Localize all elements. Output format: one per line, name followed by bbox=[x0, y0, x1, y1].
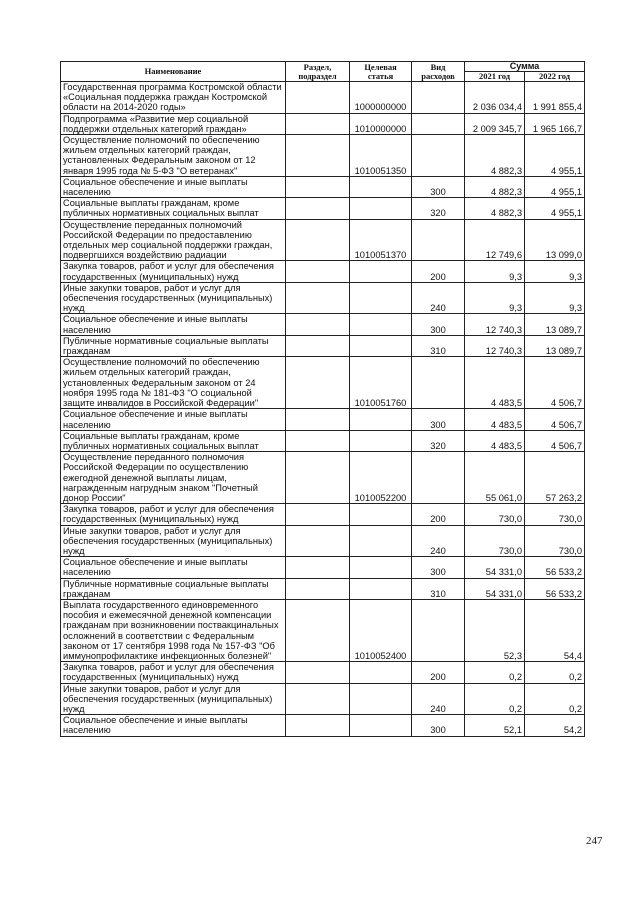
row-expense-type-cell: 200 bbox=[412, 662, 465, 683]
table-row bbox=[61, 314, 585, 335]
row-sum-2022-cell: 4 506,7 bbox=[525, 409, 585, 430]
row-section-cell bbox=[286, 683, 350, 715]
row-expense-type-cell: 240 bbox=[412, 282, 465, 314]
row-sum-2022-cell: 9,3 bbox=[525, 261, 585, 282]
table-row bbox=[61, 504, 585, 525]
row-target-cell bbox=[350, 176, 412, 197]
row-sum-2021-cell: 4 483,5 bbox=[465, 430, 525, 451]
row-section-cell bbox=[286, 715, 350, 736]
row-section-cell bbox=[286, 135, 350, 177]
row-target-cell bbox=[350, 282, 412, 314]
row-sum-2021-cell: 9,3 bbox=[465, 261, 525, 282]
row-target-cell: 1010052200 bbox=[350, 452, 412, 504]
row-section-cell bbox=[286, 430, 350, 451]
row-target-cell: 1010000000 bbox=[350, 113, 412, 134]
row-sum-2021-cell: 12 749,6 bbox=[465, 219, 525, 261]
row-expense-type-cell: 240 bbox=[412, 683, 465, 715]
row-name-cell: Социальное обеспечение и иные выплаты населению bbox=[61, 409, 286, 430]
row-section-cell bbox=[286, 219, 350, 261]
row-sum-2022-cell: 4 955,1 bbox=[525, 135, 585, 177]
table-row bbox=[61, 715, 585, 736]
header-name: Наименование bbox=[61, 62, 286, 82]
table-row bbox=[61, 557, 585, 578]
row-sum-2021-cell: 54 331,0 bbox=[465, 578, 525, 599]
row-expense-type-cell: 240 bbox=[412, 525, 465, 557]
row-sum-2021-cell: 12 740,3 bbox=[465, 314, 525, 335]
header-target: Целевая статья bbox=[350, 62, 412, 82]
row-expense-type-cell: 300 bbox=[412, 557, 465, 578]
row-sum-2022-cell: 13 089,7 bbox=[525, 335, 585, 356]
row-sum-2021-cell: 2 036 034,4 bbox=[465, 82, 525, 114]
table-row bbox=[61, 662, 585, 683]
row-sum-2022-cell: 4 506,7 bbox=[525, 430, 585, 451]
row-expense-type-cell: 300 bbox=[412, 176, 465, 197]
table-body bbox=[61, 82, 585, 737]
header-expense-type: Вид расходов bbox=[412, 62, 465, 82]
header-sum: Сумма bbox=[465, 62, 585, 72]
row-name-cell: Иные закупки товаров, работ и услуг для обеспечения государственных (муниципальных) нужд bbox=[61, 525, 286, 557]
table-row bbox=[61, 335, 585, 356]
row-sum-2022-cell: 54,4 bbox=[525, 599, 585, 661]
row-sum-2022-cell: 1 965 166,7 bbox=[525, 113, 585, 134]
row-section-cell bbox=[286, 176, 350, 197]
row-target-cell bbox=[350, 683, 412, 715]
row-sum-2021-cell: 4 882,3 bbox=[465, 198, 525, 219]
row-expense-type-cell bbox=[412, 219, 465, 261]
header-year-2022: 2022 год bbox=[525, 72, 585, 82]
row-target-cell bbox=[350, 662, 412, 683]
row-name-cell: Социальные выплаты гражданам, кроме публичных нормативных социальных выплат bbox=[61, 430, 286, 451]
row-sum-2022-cell: 56 533,2 bbox=[525, 557, 585, 578]
row-sum-2022-cell: 0,2 bbox=[525, 683, 585, 715]
row-section-cell bbox=[286, 557, 350, 578]
row-section-cell bbox=[286, 113, 350, 134]
budget-table bbox=[60, 61, 585, 737]
table-header bbox=[61, 62, 585, 82]
row-sum-2021-cell: 4 483,5 bbox=[465, 409, 525, 430]
row-name-cell: Закупка товаров, работ и услуг для обеспечения государственных (муниципальных) нужд bbox=[61, 261, 286, 282]
row-name-cell: Социальное обеспечение и иные выплаты населению bbox=[61, 715, 286, 736]
row-sum-2021-cell: 54 331,0 bbox=[465, 557, 525, 578]
row-name-cell: Осуществление полномочий по обеспечению жильем отдельных категорий граждан, установленных Федеральным законом от 12 января 1995 года № 5-ФЗ "О ветеранах" bbox=[61, 135, 286, 177]
row-name-cell: Публичные нормативные социальные выплаты гражданам bbox=[61, 335, 286, 356]
row-name-cell: Осуществление полномочий по обеспечению жильем отдельных категорий граждан, установленных Федеральным законом от 24 ноября 1995 года № 181-ФЗ "О социальной защите инвалидов в Российской Федерации" bbox=[61, 357, 286, 409]
row-name-cell: Подпрограмма «Развитие мер социальной поддержки отдельных категорий граждан» bbox=[61, 113, 286, 134]
row-section-cell bbox=[286, 578, 350, 599]
row-expense-type-cell: 310 bbox=[412, 335, 465, 356]
row-sum-2022-cell: 54,2 bbox=[525, 715, 585, 736]
row-target-cell: 1010051760 bbox=[350, 357, 412, 409]
row-name-cell: Социальные выплаты гражданам, кроме публичных нормативных социальных выплат bbox=[61, 198, 286, 219]
row-expense-type-cell: 320 bbox=[412, 198, 465, 219]
row-sum-2021-cell: 2 009 345,7 bbox=[465, 113, 525, 134]
row-section-cell bbox=[286, 662, 350, 683]
row-expense-type-cell: 300 bbox=[412, 314, 465, 335]
table-row bbox=[61, 282, 585, 314]
row-expense-type-cell: 310 bbox=[412, 578, 465, 599]
row-sum-2022-cell: 57 263,2 bbox=[525, 452, 585, 504]
row-sum-2022-cell: 4 955,1 bbox=[525, 198, 585, 219]
row-sum-2021-cell: 0,2 bbox=[465, 683, 525, 715]
table-row bbox=[61, 357, 585, 409]
row-section-cell bbox=[286, 282, 350, 314]
row-name-cell: Закупка товаров, работ и услуг для обеспечения государственных (муниципальных) нужд bbox=[61, 662, 286, 683]
row-section-cell bbox=[286, 409, 350, 430]
row-sum-2022-cell: 9,3 bbox=[525, 282, 585, 314]
row-name-cell: Социальное обеспечение и иные выплаты населению bbox=[61, 176, 286, 197]
row-target-cell bbox=[350, 578, 412, 599]
table-row bbox=[61, 452, 585, 504]
row-section-cell bbox=[286, 198, 350, 219]
row-target-cell: 1000000000 bbox=[350, 82, 412, 114]
row-name-cell: Социальное обеспечение и иные выплаты населению bbox=[61, 314, 286, 335]
row-target-cell bbox=[350, 525, 412, 557]
row-section-cell bbox=[286, 504, 350, 525]
row-name-cell: Осуществление переданных полномочий Российской Федерации по предоставлению отдельных мер социальной поддержки граждан, подвергшихся воздействию радиации bbox=[61, 219, 286, 261]
row-expense-type-cell bbox=[412, 599, 465, 661]
row-target-cell bbox=[350, 198, 412, 219]
row-section-cell bbox=[286, 599, 350, 661]
row-sum-2022-cell: 730,0 bbox=[525, 504, 585, 525]
row-section-cell bbox=[286, 452, 350, 504]
row-sum-2021-cell: 730,0 bbox=[465, 504, 525, 525]
row-sum-2021-cell: 52,1 bbox=[465, 715, 525, 736]
row-sum-2021-cell: 0,2 bbox=[465, 662, 525, 683]
table-row bbox=[61, 525, 585, 557]
row-expense-type-cell: 200 bbox=[412, 504, 465, 525]
row-expense-type-cell bbox=[412, 135, 465, 177]
row-section-cell bbox=[286, 357, 350, 409]
row-name-cell: Выплата государственного единовременного пособия и ежемесячной денежной компенсации гражданам при возникновении поствакцинальных осложнений в соответствии с Федеральным законом от 17 сентября 1998 года № 157-ФЗ "Об иммунопрофилактике инфекционных болезней" bbox=[61, 599, 286, 661]
row-target-cell bbox=[350, 335, 412, 356]
row-sum-2021-cell: 52,3 bbox=[465, 599, 525, 661]
table-row bbox=[61, 409, 585, 430]
table-row bbox=[61, 683, 585, 715]
table-row bbox=[61, 198, 585, 219]
row-sum-2022-cell: 730,0 bbox=[525, 525, 585, 557]
row-name-cell: Иные закупки товаров, работ и услуг для обеспечения государственных (муниципальных) нужд bbox=[61, 683, 286, 715]
table-row bbox=[61, 261, 585, 282]
row-name-cell: Государственная программа Костромской области «Социальная поддержка граждан Костромской области на 2014-2020 годы» bbox=[61, 82, 286, 114]
row-section-cell bbox=[286, 314, 350, 335]
row-target-cell bbox=[350, 314, 412, 335]
row-target-cell bbox=[350, 409, 412, 430]
row-name-cell: Публичные нормативные социальные выплаты гражданам bbox=[61, 578, 286, 599]
row-target-cell: 1010052400 bbox=[350, 599, 412, 661]
row-expense-type-cell bbox=[412, 357, 465, 409]
row-target-cell bbox=[350, 261, 412, 282]
row-expense-type-cell: 300 bbox=[412, 715, 465, 736]
row-sum-2022-cell: 13 089,7 bbox=[525, 314, 585, 335]
row-target-cell bbox=[350, 715, 412, 736]
row-name-cell: Закупка товаров, работ и услуг для обеспечения государственных (муниципальных) нужд bbox=[61, 504, 286, 525]
row-expense-type-cell bbox=[412, 82, 465, 114]
row-name-cell: Осуществление переданного полномочия Российской Федерации по осуществлению ежегодной денежной выплаты лицам, награжденным нагрудным знаком "Почетный донор России" bbox=[61, 452, 286, 504]
row-sum-2022-cell: 13 099,0 bbox=[525, 219, 585, 261]
row-sum-2022-cell: 4 506,7 bbox=[525, 357, 585, 409]
row-expense-type-cell: 200 bbox=[412, 261, 465, 282]
row-sum-2021-cell: 4 882,3 bbox=[465, 135, 525, 177]
header-section: Раздел, подраздел bbox=[286, 62, 350, 82]
table-row bbox=[61, 113, 585, 134]
row-expense-type-cell bbox=[412, 113, 465, 134]
row-sum-2021-cell: 4 882,3 bbox=[465, 176, 525, 197]
table-row bbox=[61, 82, 585, 114]
page-number: 247 bbox=[586, 835, 603, 847]
row-sum-2022-cell: 1 991 855,4 bbox=[525, 82, 585, 114]
row-sum-2021-cell: 4 483,5 bbox=[465, 357, 525, 409]
row-target-cell bbox=[350, 430, 412, 451]
row-expense-type-cell: 320 bbox=[412, 430, 465, 451]
row-section-cell bbox=[286, 335, 350, 356]
row-sum-2022-cell: 4 955,1 bbox=[525, 176, 585, 197]
row-sum-2021-cell: 730,0 bbox=[465, 525, 525, 557]
row-target-cell bbox=[350, 504, 412, 525]
row-target-cell bbox=[350, 557, 412, 578]
row-section-cell bbox=[286, 261, 350, 282]
table-row bbox=[61, 219, 585, 261]
table-row bbox=[61, 430, 585, 451]
table-row bbox=[61, 176, 585, 197]
row-target-cell: 1010051350 bbox=[350, 135, 412, 177]
row-sum-2021-cell: 9,3 bbox=[465, 282, 525, 314]
header-year-2021: 2021 год bbox=[465, 72, 525, 82]
row-name-cell: Социальное обеспечение и иные выплаты населению bbox=[61, 557, 286, 578]
row-expense-type-cell bbox=[412, 452, 465, 504]
row-sum-2022-cell: 0,2 bbox=[525, 662, 585, 683]
table-row bbox=[61, 599, 585, 661]
table-row bbox=[61, 135, 585, 177]
row-target-cell: 1010051370 bbox=[350, 219, 412, 261]
row-sum-2021-cell: 12 740,3 bbox=[465, 335, 525, 356]
row-sum-2022-cell: 56 533,2 bbox=[525, 578, 585, 599]
table-row bbox=[61, 578, 585, 599]
row-section-cell bbox=[286, 82, 350, 114]
row-name-cell: Иные закупки товаров, работ и услуг для обеспечения государственных (муниципальных) нужд bbox=[61, 282, 286, 314]
row-expense-type-cell: 300 bbox=[412, 409, 465, 430]
row-section-cell bbox=[286, 525, 350, 557]
row-sum-2021-cell: 55 061,0 bbox=[465, 452, 525, 504]
